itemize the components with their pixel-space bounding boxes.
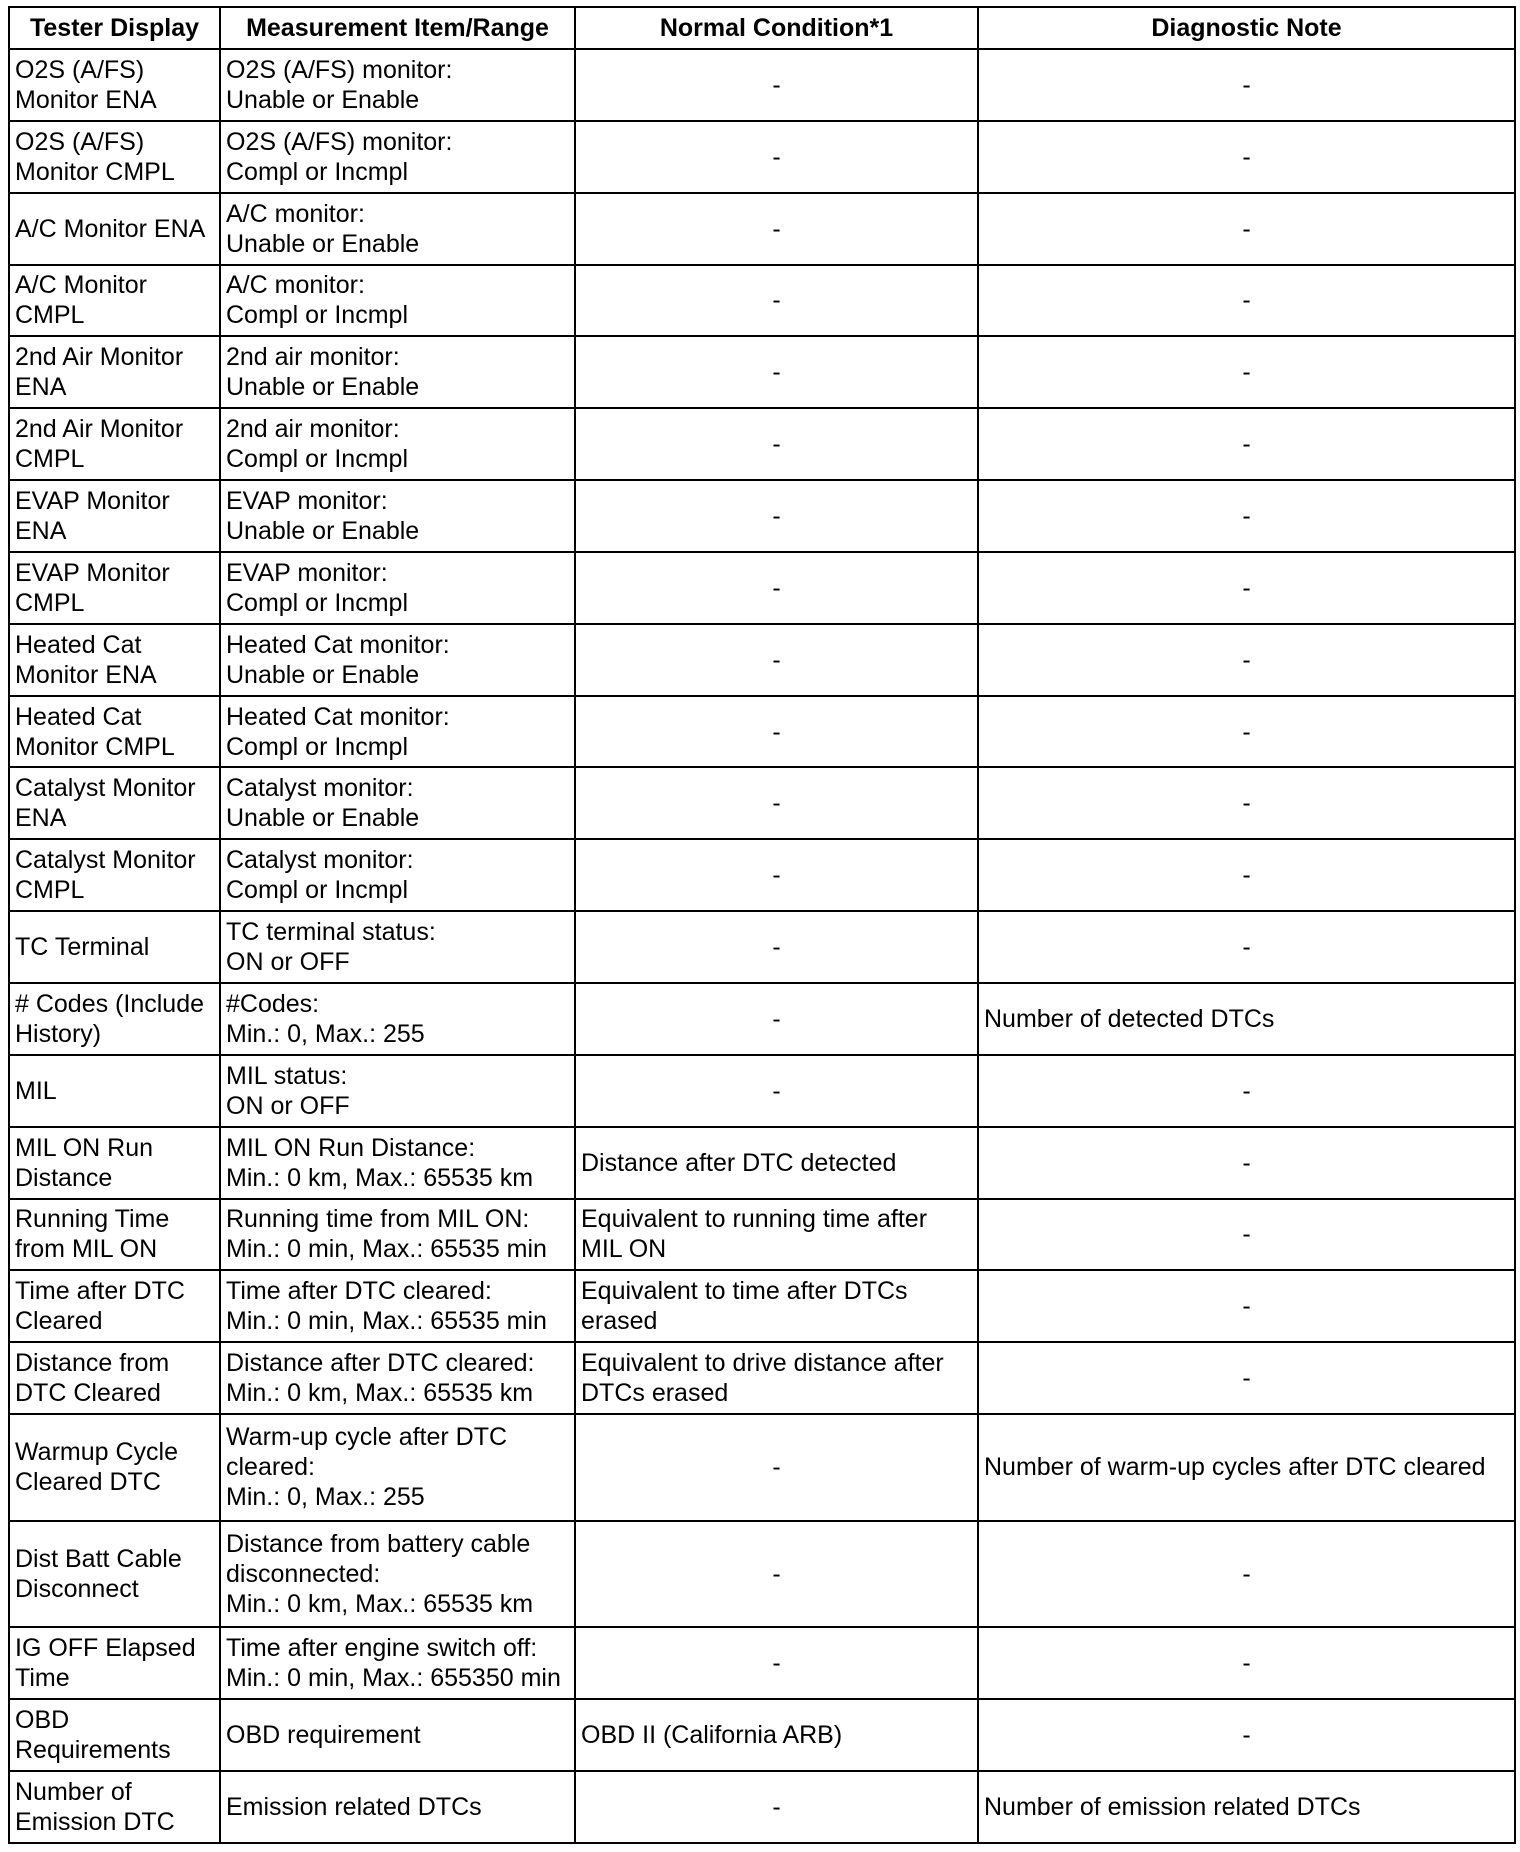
cell-normal-condition: - <box>575 1521 978 1628</box>
cell-measurement-item: 2nd air monitor: Unable or Enable <box>220 336 575 408</box>
cell-tester-display: A/C Monitor ENA <box>9 193 220 265</box>
cell-tester-display: 2nd Air Monitor CMPL <box>9 408 220 480</box>
cell-measurement-item: Distance after DTC cleared: Min.: 0 km, Max.: 65535 km <box>220 1342 575 1414</box>
cell-tester-display: OBD Requirements <box>9 1699 220 1771</box>
cell-measurement-item: Catalyst monitor: Unable or Enable <box>220 767 575 839</box>
cell-diagnostic-note: - <box>978 1521 1515 1628</box>
cell-tester-display: O2S (A/FS) Monitor CMPL <box>9 121 220 193</box>
cell-measurement-item: Emission related DTCs <box>220 1771 575 1843</box>
table-row <box>9 552 1515 624</box>
cell-measurement-item: Running time from MIL ON: Min.: 0 min, Max.: 65535 min <box>220 1199 575 1271</box>
cell-tester-display: MIL <box>9 1055 220 1127</box>
cell-tester-display: Catalyst Monitor CMPL <box>9 839 220 911</box>
cell-diagnostic-note: - <box>978 839 1515 911</box>
cell-tester-display: TC Terminal <box>9 911 220 983</box>
cell-diagnostic-note: - <box>978 265 1515 337</box>
cell-tester-display: Heated Cat Monitor CMPL <box>9 696 220 768</box>
table-row <box>9 1771 1515 1843</box>
cell-normal-condition: - <box>575 49 978 121</box>
table-row <box>9 1699 1515 1771</box>
cell-diagnostic-note: Number of detected DTCs <box>978 983 1515 1055</box>
table-row <box>9 1414 1515 1521</box>
cell-diagnostic-note: - <box>978 49 1515 121</box>
table-row <box>9 1199 1515 1271</box>
cell-tester-display: EVAP Monitor ENA <box>9 480 220 552</box>
cell-diagnostic-note: - <box>978 1342 1515 1414</box>
cell-normal-condition: Equivalent to running time after MIL ON <box>575 1199 978 1271</box>
cell-normal-condition: - <box>575 983 978 1055</box>
cell-measurement-item: A/C monitor: Compl or Incmpl <box>220 265 575 337</box>
cell-measurement-item: Catalyst monitor: Compl or Incmpl <box>220 839 575 911</box>
cell-measurement-item: O2S (A/FS) monitor: Unable or Enable <box>220 49 575 121</box>
cell-diagnostic-note: - <box>978 696 1515 768</box>
cell-tester-display: EVAP Monitor CMPL <box>9 552 220 624</box>
cell-diagnostic-note: - <box>978 624 1515 696</box>
cell-normal-condition: - <box>575 336 978 408</box>
cell-tester-display: Warmup Cycle Cleared DTC <box>9 1414 220 1521</box>
header-diagnostic-note: Diagnostic Note <box>978 7 1515 49</box>
table-row <box>9 624 1515 696</box>
header-tester-display: Tester Display <box>9 7 220 49</box>
cell-diagnostic-note: - <box>978 121 1515 193</box>
table-row <box>9 480 1515 552</box>
cell-measurement-item: TC terminal status: ON or OFF <box>220 911 575 983</box>
cell-normal-condition: - <box>575 1055 978 1127</box>
table-row <box>9 1627 1515 1699</box>
cell-tester-display: Distance from DTC Cleared <box>9 1342 220 1414</box>
table-row <box>9 408 1515 480</box>
cell-diagnostic-note: Number of emission related DTCs <box>978 1771 1515 1843</box>
cell-tester-display: Dist Batt Cable Disconnect <box>9 1521 220 1628</box>
table-row <box>9 265 1515 337</box>
cell-measurement-item: Warm-up cycle after DTC cleared: Min.: 0, Max.: 255 <box>220 1414 575 1521</box>
cell-normal-condition: Equivalent to drive distance after DTCs erased <box>575 1342 978 1414</box>
header-measurement-item: Measurement Item/Range <box>220 7 575 49</box>
cell-tester-display: Number of Emission DTC <box>9 1771 220 1843</box>
cell-normal-condition: - <box>575 1627 978 1699</box>
table-row <box>9 911 1515 983</box>
table-row <box>9 336 1515 408</box>
cell-tester-display: Heated Cat Monitor ENA <box>9 624 220 696</box>
header-row <box>9 7 1515 49</box>
cell-measurement-item: OBD requirement <box>220 1699 575 1771</box>
cell-measurement-item: MIL ON Run Distance: Min.: 0 km, Max.: 65535 km <box>220 1127 575 1199</box>
cell-tester-display: O2S (A/FS) Monitor ENA <box>9 49 220 121</box>
cell-measurement-item: EVAP monitor: Unable or Enable <box>220 480 575 552</box>
cell-tester-display: Catalyst Monitor ENA <box>9 767 220 839</box>
cell-diagnostic-note: - <box>978 552 1515 624</box>
table-row <box>9 696 1515 768</box>
cell-tester-display: A/C Monitor CMPL <box>9 265 220 337</box>
cell-measurement-item: #Codes: Min.: 0, Max.: 255 <box>220 983 575 1055</box>
cell-normal-condition: - <box>575 121 978 193</box>
cell-tester-display: Time after DTC Cleared <box>9 1270 220 1342</box>
table-row <box>9 1270 1515 1342</box>
cell-measurement-item: A/C monitor: Unable or Enable <box>220 193 575 265</box>
table-row <box>9 49 1515 121</box>
cell-diagnostic-note: - <box>978 408 1515 480</box>
table-row <box>9 1342 1515 1414</box>
cell-measurement-item: Heated Cat monitor: Compl or Incmpl <box>220 696 575 768</box>
cell-diagnostic-note: - <box>978 1270 1515 1342</box>
cell-measurement-item: MIL status: ON or OFF <box>220 1055 575 1127</box>
cell-tester-display: # Codes (Include History) <box>9 983 220 1055</box>
cell-tester-display: MIL ON Run Distance <box>9 1127 220 1199</box>
cell-normal-condition: Distance after DTC detected <box>575 1127 978 1199</box>
table-row <box>9 1127 1515 1199</box>
cell-diagnostic-note: - <box>978 480 1515 552</box>
cell-normal-condition: - <box>575 408 978 480</box>
cell-tester-display: Running Time from MIL ON <box>9 1199 220 1271</box>
table-row <box>9 1055 1515 1127</box>
cell-normal-condition: - <box>575 552 978 624</box>
cell-measurement-item: O2S (A/FS) monitor: Compl or Incmpl <box>220 121 575 193</box>
cell-diagnostic-note: - <box>978 767 1515 839</box>
table-row <box>9 983 1515 1055</box>
cell-diagnostic-note: - <box>978 1055 1515 1127</box>
data-table <box>8 6 1516 1844</box>
cell-normal-condition: - <box>575 624 978 696</box>
table-row <box>9 1521 1515 1628</box>
cell-tester-display: IG OFF Elapsed Time <box>9 1627 220 1699</box>
cell-normal-condition: Equivalent to time after DTCs erased <box>575 1270 978 1342</box>
cell-measurement-item: 2nd air monitor: Compl or Incmpl <box>220 408 575 480</box>
table-row <box>9 121 1515 193</box>
cell-diagnostic-note: - <box>978 911 1515 983</box>
cell-diagnostic-note: - <box>978 1199 1515 1271</box>
cell-measurement-item: EVAP monitor: Compl or Incmpl <box>220 552 575 624</box>
cell-normal-condition: - <box>575 767 978 839</box>
table-row <box>9 193 1515 265</box>
cell-normal-condition: - <box>575 1771 978 1843</box>
table-row <box>9 839 1515 911</box>
cell-normal-condition: - <box>575 911 978 983</box>
cell-measurement-item: Time after engine switch off: Min.: 0 min, Max.: 655350 min <box>220 1627 575 1699</box>
header-normal-condition: Normal Condition*1 <box>575 7 978 49</box>
cell-normal-condition: - <box>575 193 978 265</box>
cell-diagnostic-note: - <box>978 336 1515 408</box>
table-row <box>9 767 1515 839</box>
cell-diagnostic-note: - <box>978 1699 1515 1771</box>
cell-normal-condition: - <box>575 696 978 768</box>
cell-normal-condition: - <box>575 1414 978 1521</box>
cell-normal-condition: - <box>575 839 978 911</box>
cell-normal-condition: - <box>575 480 978 552</box>
cell-diagnostic-note: Number of warm-up cycles after DTC cleared <box>978 1414 1515 1521</box>
cell-diagnostic-note: - <box>978 1127 1515 1199</box>
cell-measurement-item: Time after DTC cleared: Min.: 0 min, Max.: 65535 min <box>220 1270 575 1342</box>
cell-measurement-item: Distance from battery cable disconnected: Min.: 0 km, Max.: 65535 km <box>220 1521 575 1628</box>
cell-normal-condition: - <box>575 265 978 337</box>
cell-diagnostic-note: - <box>978 1627 1515 1699</box>
cell-measurement-item: Heated Cat monitor: Unable or Enable <box>220 624 575 696</box>
cell-tester-display: 2nd Air Monitor ENA <box>9 336 220 408</box>
cell-diagnostic-note: - <box>978 193 1515 265</box>
cell-normal-condition: OBD II (California ARB) <box>575 1699 978 1771</box>
